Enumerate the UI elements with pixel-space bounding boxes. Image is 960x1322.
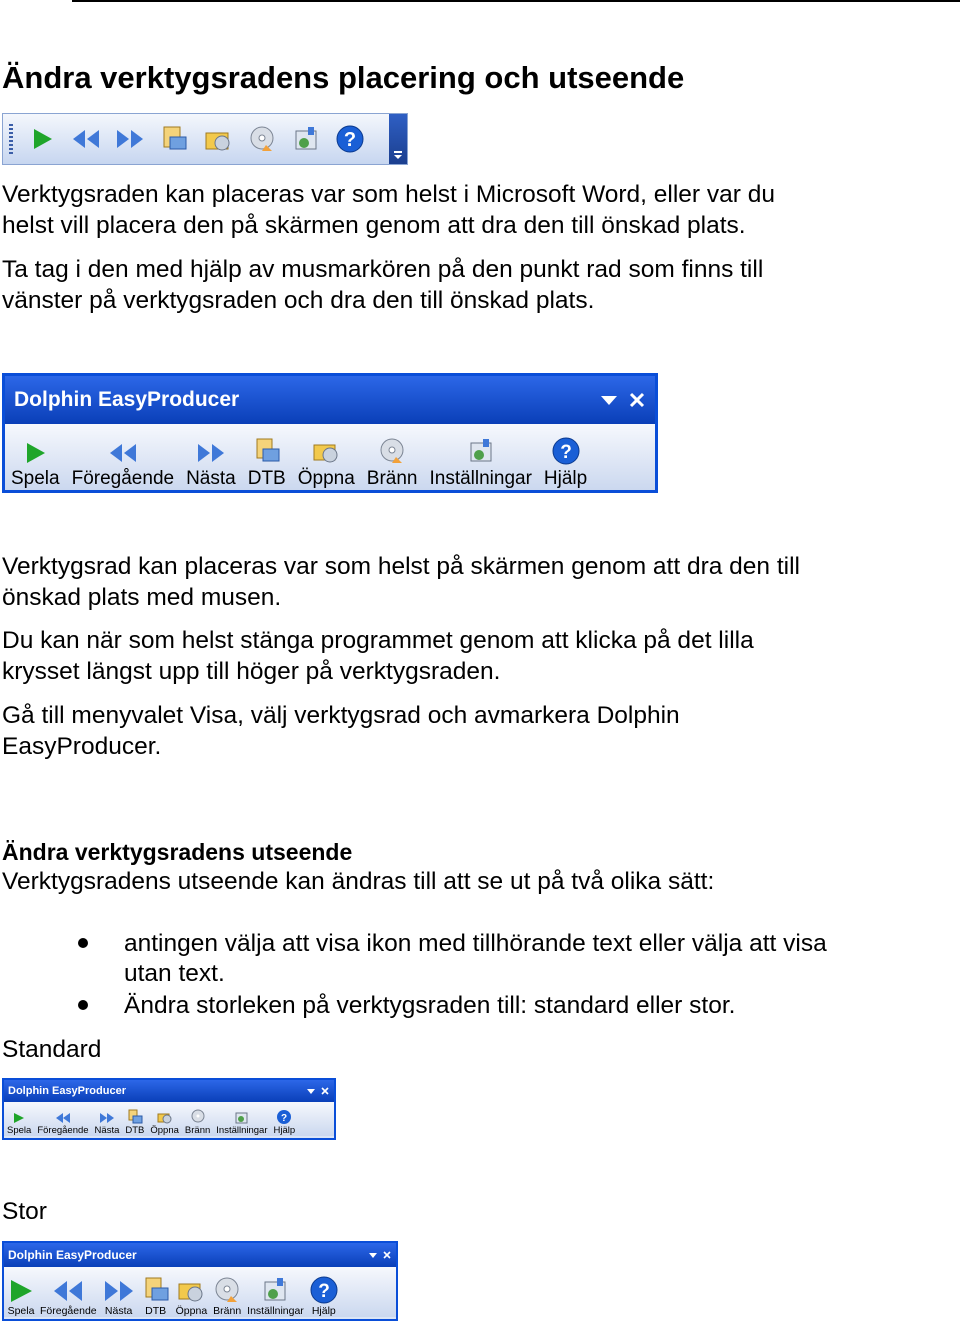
- paragraph-1b: helst vill placera den på skärmen genom att dra den till önskad plats.: [2, 212, 746, 239]
- toolbar-options-button[interactable]: [389, 114, 407, 164]
- page-title: Ändra verktygsradens placering och utseende: [2, 60, 685, 95]
- label-standard: Standard: [2, 1036, 102, 1063]
- toolbar-menu-icon[interactable]: [599, 392, 619, 408]
- previous-button[interactable]: Föregående: [72, 440, 174, 490]
- toolbar-title: Dolphin EasyProducer: [14, 388, 240, 411]
- burn-button[interactable]: Bränn: [367, 436, 418, 490]
- help-icon[interactable]: [331, 120, 369, 158]
- open-icon: [311, 436, 341, 466]
- help-button[interactable]: ? Hjälp: [544, 436, 587, 490]
- open-button[interactable]: Öppna: [150, 1109, 179, 1136]
- play-icon[interactable]: [23, 120, 61, 158]
- large-toolbar-window: [2, 1241, 398, 1321]
- previous-icon: [107, 440, 139, 466]
- dtb-icon: [252, 436, 282, 466]
- paragraph-5a: Gå till menyvalet Visa, välj verktygsrad och avmarkera Dolphin: [2, 702, 680, 729]
- burn-icon[interactable]: [243, 120, 281, 158]
- next-icon: [99, 1111, 115, 1125]
- burn-icon: [190, 1109, 206, 1125]
- play-icon: [12, 1111, 26, 1125]
- svg-text:?: ?: [559, 442, 572, 463]
- svg-text:?: ?: [281, 1113, 288, 1124]
- play-button[interactable]: Spela: [7, 1111, 31, 1136]
- next-button[interactable]: Nästa: [186, 440, 236, 490]
- next-icon[interactable]: [111, 120, 149, 158]
- paragraph-4b: krysset längst upp till höger på verktygsraden.: [2, 658, 501, 685]
- paragraph-1a: Verktygsraden kan placeras var som helst i Microsoft Word, eller var du: [2, 181, 775, 208]
- bullet-dot: [78, 938, 88, 948]
- help-button[interactable]: ? Hjälp: [274, 1109, 296, 1136]
- dtb-icon: [127, 1109, 143, 1125]
- close-icon[interactable]: [382, 1250, 392, 1260]
- settings-icon[interactable]: [287, 120, 325, 158]
- dtb-icon: [141, 1275, 171, 1305]
- toolbar-title: Dolphin EasyProducer: [8, 1085, 126, 1097]
- standard-toolbar-window: [2, 1078, 336, 1140]
- help-icon: [309, 1275, 339, 1305]
- settings-button[interactable]: Inställningar: [429, 436, 531, 490]
- svg-text:?: ?: [343, 129, 357, 151]
- close-icon[interactable]: [627, 390, 647, 410]
- bullet-1a: antingen välja att visa ikon med tillhörande text eller välja att visa: [124, 930, 827, 957]
- open-button[interactable]: Öppna: [298, 436, 355, 490]
- bullet-2: Ändra storleken på verktygsraden till: standard eller stor.: [124, 992, 736, 1019]
- paragraph-5b: EasyProducer.: [2, 733, 162, 760]
- previous-button[interactable]: Föregående: [40, 1277, 97, 1317]
- next-button[interactable]: Nästa: [95, 1111, 120, 1136]
- bullet-dot: [78, 1000, 88, 1010]
- burn-button[interactable]: Bränn: [212, 1275, 242, 1317]
- bullet-1b: utan text.: [124, 960, 225, 987]
- toolbar-title: Dolphin EasyProducer: [8, 1248, 137, 1262]
- burn-icon: [377, 436, 407, 466]
- settings-icon: [466, 436, 496, 466]
- section-heading: Ändra verktygsradens utseende: [2, 839, 353, 865]
- help-icon: [551, 436, 581, 466]
- dtb-button[interactable]: DTB: [248, 436, 286, 490]
- compact-toolbar: [2, 113, 408, 165]
- settings-button[interactable]: Inställningar: [247, 1275, 304, 1317]
- paragraph-3a: Verktygsrad kan placeras var som helst på skärmen genom att dra den till: [2, 553, 800, 580]
- toolbar-menu-icon[interactable]: [368, 1251, 378, 1259]
- dtb-icon[interactable]: [155, 120, 193, 158]
- dtb-button[interactable]: DTB: [141, 1275, 171, 1317]
- previous-button[interactable]: Föregående: [37, 1111, 88, 1136]
- play-icon: [22, 440, 48, 466]
- paragraph-2a: Ta tag i den med hjälp av musmarkören på den punkt rad som finns till: [2, 256, 764, 283]
- paragraph-2b: vänster på verktygsraden och dra den till önskad plats.: [2, 287, 595, 314]
- previous-icon: [55, 1111, 71, 1125]
- dtb-button[interactable]: DTB: [125, 1109, 144, 1136]
- toolbar-title-bar[interactable]: [5, 376, 655, 424]
- previous-icon: [51, 1277, 85, 1305]
- play-button[interactable]: Spela: [7, 1277, 35, 1317]
- paragraph-6: Verktygsradens utseende kan ändras till att se ut på två olika sätt:: [2, 868, 715, 895]
- open-icon[interactable]: [199, 120, 237, 158]
- toolbar-drag-handle[interactable]: [9, 124, 13, 154]
- header-rule: [72, 0, 960, 2]
- play-icon: [7, 1277, 35, 1305]
- svg-text:?: ?: [317, 1281, 330, 1302]
- next-icon: [102, 1277, 136, 1305]
- next-button[interactable]: Nästa: [102, 1277, 136, 1317]
- settings-icon: [234, 1109, 250, 1125]
- open-icon: [176, 1275, 206, 1305]
- toolbar-title-bar[interactable]: [4, 1243, 396, 1267]
- paragraph-4a: Du kan när som helst stänga programmet genom att klicka på det lilla: [2, 627, 754, 654]
- close-icon[interactable]: [320, 1086, 330, 1096]
- open-icon: [157, 1109, 173, 1125]
- settings-icon: [260, 1275, 290, 1305]
- next-icon: [195, 440, 227, 466]
- burn-icon: [212, 1275, 242, 1305]
- label-stor: Stor: [2, 1198, 47, 1225]
- open-button[interactable]: Öppna: [176, 1275, 208, 1317]
- help-icon: [276, 1109, 292, 1125]
- previous-icon[interactable]: [67, 120, 105, 158]
- toolbar-title-bar[interactable]: [4, 1080, 334, 1102]
- settings-button[interactable]: Inställningar: [216, 1109, 267, 1136]
- burn-button[interactable]: Bränn: [185, 1109, 210, 1136]
- floating-toolbar-window: [2, 373, 658, 493]
- toolbar-menu-icon[interactable]: [306, 1087, 316, 1095]
- help-button[interactable]: ? Hjälp: [309, 1275, 339, 1317]
- paragraph-3b: önskad plats med musen.: [2, 584, 282, 611]
- play-button[interactable]: Spela: [11, 440, 60, 490]
